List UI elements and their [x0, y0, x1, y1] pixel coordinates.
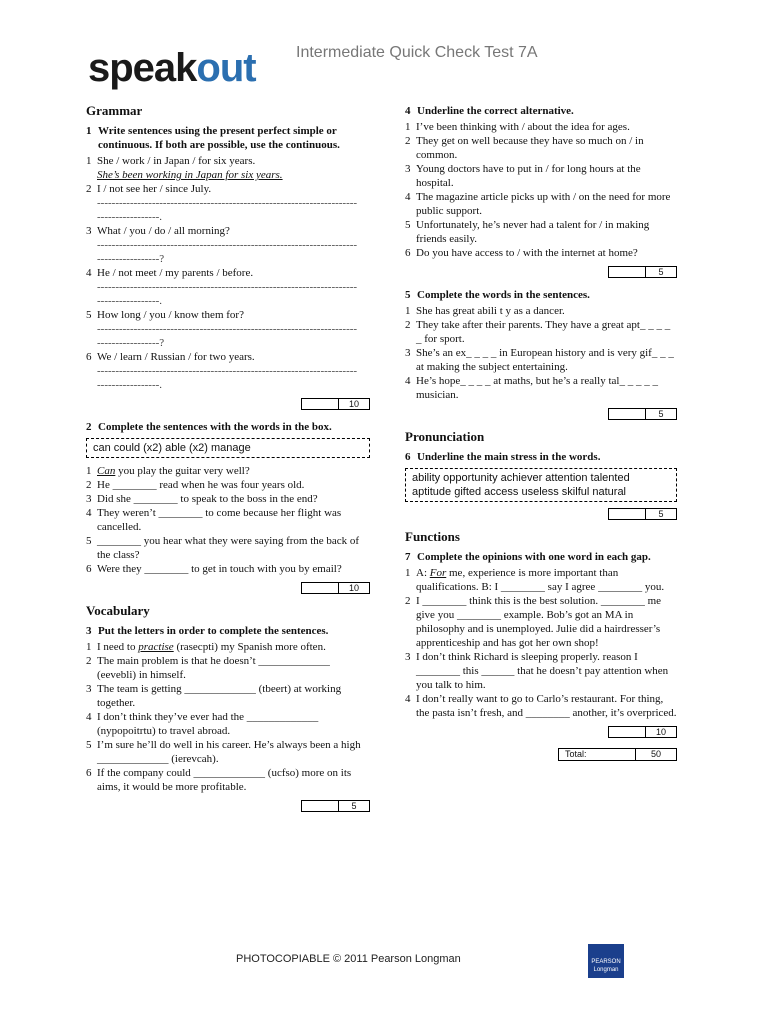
list-item: [86, 308, 370, 350]
list-item: [405, 120, 677, 134]
total-score: Total: 50: [405, 748, 677, 761]
answer-line: -----------------------------------------------------------------------: [97, 365, 358, 377]
item-text: [97, 710, 370, 738]
item-pre: He: [97, 479, 113, 491]
item-number: 2: [405, 595, 411, 607]
item-text: She has great abili t y as a dancer.: [416, 305, 565, 317]
item-number: 3: [86, 493, 92, 505]
item-number: 5: [86, 739, 92, 751]
item-text: [97, 350, 370, 392]
q6-instruction: 6 Underline the main stress in the words.: [405, 451, 601, 463]
item-text: Young doctors have to put in / for long hours at the hospital.: [416, 163, 641, 189]
list-item: [405, 374, 677, 402]
item-text: [416, 594, 677, 650]
answer-gap: _____________: [97, 753, 169, 765]
page-header: [88, 42, 728, 92]
item-number: 1: [86, 465, 92, 477]
right-column: [405, 104, 677, 761]
q5-items: [405, 304, 677, 402]
answer-gap: _____________: [246, 711, 319, 723]
answer-gap: _____________: [184, 683, 256, 695]
answer-example: practise: [138, 641, 174, 653]
item-number: 2: [405, 135, 411, 147]
item-post: me, experience is more important than qualifications. B: I ________ say I agree ________ you.: [416, 567, 665, 593]
item-text: [97, 562, 370, 576]
item-post: to speak to the boss in the end?: [177, 493, 318, 505]
list-item: [405, 346, 677, 374]
item-text: [97, 266, 370, 308]
answer-gap: ________: [97, 535, 141, 547]
item-number: 4: [405, 191, 411, 203]
item-text: [97, 506, 370, 534]
functions-heading: Functions: [405, 529, 460, 544]
grammar-heading: Grammar: [86, 103, 143, 118]
q6-score: 5: [405, 508, 677, 520]
item-number: 4: [405, 693, 411, 705]
item-pre: Were they: [97, 563, 145, 575]
item-post: read when he was four years old.: [156, 479, 305, 491]
item-number: 1: [405, 567, 411, 579]
list-item: [405, 692, 677, 720]
item-post: to come because her flight was cancelled.: [97, 507, 342, 533]
list-item: [86, 154, 370, 182]
list-item: [86, 562, 370, 576]
item-number: 5: [405, 219, 411, 231]
q4-items: [405, 120, 677, 260]
answer-line: -----------------?: [97, 337, 165, 349]
list-item: [405, 246, 677, 260]
pronunciation-heading: Pronunciation: [405, 429, 485, 444]
item-number: 1: [405, 305, 411, 317]
list-item: [86, 640, 370, 654]
item-pre: I’m sure he’ll do well in his career. He’s always been a high: [97, 739, 361, 751]
item-pre: The main problem is that he doesn’t: [97, 655, 259, 667]
list-item: [86, 492, 370, 506]
item-number: 4: [405, 375, 411, 387]
q2-score: 10: [86, 582, 370, 594]
list-item: [405, 318, 677, 346]
answer-example: For: [429, 567, 447, 579]
q6-word-box: ability opportunity achiever attention talented aptitude gifted access useless skilful natural: [405, 468, 677, 502]
item-post: (eevebli) in himself.: [97, 669, 186, 681]
item-prompt: We / learn / Russian / for two years.: [97, 351, 255, 363]
item-number: 2: [405, 319, 411, 331]
answer-gap: _____________: [258, 655, 330, 667]
answer-line: -----------------------------------------------------------------------: [97, 239, 358, 251]
item-text: [97, 766, 370, 794]
q1-items: [86, 154, 370, 392]
item-pre: I don’t think they’ve ever had the: [97, 711, 247, 723]
item-pre: A:: [416, 567, 430, 579]
list-item: [86, 182, 370, 224]
q3-items: [86, 640, 370, 794]
list-item: [86, 738, 370, 766]
item-number: 6: [86, 767, 92, 779]
item-text: [416, 650, 677, 692]
item-text: Do you have access to / with the internet at home?: [416, 247, 638, 259]
item-number: 1: [405, 121, 411, 133]
list-item: [405, 134, 677, 162]
item-number: 1: [86, 155, 92, 167]
answer-gap: ________: [158, 507, 203, 519]
item-pre: I don’t really want to go to Carlo’s restaurant. For thing, the pasta isn’t fresh, and ________ another, it’s overpriced.: [416, 693, 677, 719]
item-number: 3: [86, 683, 92, 695]
footer-copyright: PHOTOCOPIABLE © 2011 Pearson Longman: [236, 953, 461, 965]
item-post: to get in touch with you by email?: [188, 563, 342, 575]
item-pre: The team is getting: [97, 683, 185, 695]
item-text: [97, 478, 370, 492]
list-item: [86, 464, 370, 478]
item-text: [416, 566, 677, 594]
test-title: Intermediate Quick Check Test 7A: [296, 44, 538, 61]
q3-score: 5: [86, 800, 370, 812]
q1-instruction: 1 Write sentences using the present perfect simple or continuous. If both are possible, use the continuous.: [86, 125, 340, 151]
q5-score: 5: [405, 408, 677, 420]
list-item: [86, 350, 370, 392]
answer-gap: ________: [112, 479, 157, 491]
item-text: [97, 464, 370, 478]
item-text: [416, 692, 677, 720]
q3-instruction: 3 Put the letters in order to complete the sentences.: [86, 625, 329, 637]
item-number: 4: [86, 711, 92, 723]
item-prompt: I / not see her / since July.: [97, 183, 212, 195]
answer-gap: _____________: [193, 767, 266, 779]
item-text: Unfortunately, he’s never had a talent for / in making friends easily.: [416, 219, 650, 245]
item-pre: If the company could: [97, 767, 194, 779]
list-item: [86, 478, 370, 492]
item-text: [97, 682, 370, 710]
list-item: [86, 224, 370, 266]
answer-gap: ________: [133, 493, 178, 505]
q5-instruction: 5 Complete the words in the sentences.: [405, 289, 590, 301]
vocabulary-heading: Vocabulary: [86, 603, 150, 618]
item-number: 2: [86, 183, 92, 195]
list-item: [405, 218, 677, 246]
q7-instruction: 7 Complete the opinions with one word in each gap.: [405, 551, 651, 563]
list-item: [86, 710, 370, 738]
answer-line: -----------------------------------------------------------------------: [97, 281, 358, 293]
item-text: She’s an ex_ _ _ _ in European history and is very gif_ _ _ at making the subject entertaining.: [416, 347, 674, 373]
item-prompt: How long / you / know them for?: [97, 309, 244, 321]
item-text: They get on well because they have so much on / in common.: [416, 135, 644, 161]
item-pre: I don’t think Richard is sleeping properly. reason I ________ this ______ that he doesn’t pay attention when you talk to him.: [416, 651, 669, 691]
answer-example: She’s been working in Japan for six years.: [97, 169, 283, 181]
item-text: [97, 182, 370, 224]
item-text: [97, 492, 370, 506]
item-prompt: She / work / in Japan / for six years.: [97, 155, 256, 167]
q2-items: [86, 464, 370, 576]
answer-line: -----------------?: [97, 253, 165, 265]
item-post: (nypopoitrtu) to travel abroad.: [97, 725, 231, 737]
item-number: 5: [86, 309, 92, 321]
item-number: 3: [86, 225, 92, 237]
list-item: [405, 594, 677, 650]
item-prompt: He / not meet / my parents / before.: [97, 267, 254, 279]
list-item: [405, 190, 677, 218]
answer-line: -----------------.: [97, 211, 163, 223]
item-number: 1: [86, 641, 92, 653]
list-item: [405, 162, 677, 190]
item-number: 4: [86, 507, 92, 519]
item-text: They take after their parents. They have a great apt_ _ _ _ _ for sport.: [416, 319, 671, 345]
left-column: [86, 104, 370, 822]
answer-gap: ________: [144, 563, 189, 575]
item-number: 3: [405, 163, 411, 175]
list-item: [86, 534, 370, 562]
list-item: [86, 766, 370, 794]
item-post: you play the guitar very well?: [115, 465, 250, 477]
item-pre: They weren’t: [97, 507, 159, 519]
answer-line: -----------------.: [97, 379, 163, 391]
list-item: [86, 266, 370, 308]
item-post: you hear what they were saying from the back of the class?: [97, 535, 360, 561]
item-text: [97, 654, 370, 682]
answer-line: -----------------------------------------------------------------------: [97, 323, 358, 335]
item-number: 2: [86, 479, 92, 491]
list-item: [86, 654, 370, 682]
list-item: [405, 566, 677, 594]
answer-line: -----------------------------------------------------------------------: [97, 197, 358, 209]
item-text: The magazine article picks up with / on the need for more public support.: [416, 191, 671, 217]
item-number: 6: [86, 563, 92, 575]
q7-items: [405, 566, 677, 720]
item-number: 2: [86, 655, 92, 667]
list-item: [86, 682, 370, 710]
q1-score: 10: [86, 398, 370, 410]
item-post: (ierevcah).: [168, 753, 219, 765]
item-post: (rasecpti) my Spanish more often.: [173, 641, 326, 653]
item-text: He’s hope_ _ _ _ at maths, but he’s a really tal_ _ _ _ _ musician.: [416, 375, 658, 401]
item-post: (ucfso) more on its aims, it would be more profitable.: [97, 767, 352, 793]
item-text: [97, 738, 370, 766]
item-text: [97, 534, 370, 562]
q2-word-box: can could (x2) able (x2) manage: [86, 438, 370, 458]
answer-example: Can: [97, 465, 116, 477]
item-text: I’ve been thinking with / about the idea for ages.: [416, 121, 630, 133]
pearson-logo: PEARSON Longman: [588, 944, 624, 978]
item-number: 5: [86, 535, 92, 547]
q4-score: 5: [405, 266, 677, 278]
list-item: [405, 650, 677, 692]
q4-instruction: 4 Underline the correct alternative.: [405, 105, 574, 117]
answer-line: -----------------.: [97, 295, 163, 307]
item-text: [97, 224, 370, 266]
item-text: [97, 308, 370, 350]
speakout-logo: speakout: [88, 46, 256, 90]
item-post: (tbeert) at working together.: [97, 683, 342, 709]
list-item: [86, 506, 370, 534]
item-number: 6: [86, 351, 92, 363]
item-pre: Did she: [97, 493, 134, 505]
item-prompt: What / you / do / all morning?: [97, 225, 230, 237]
item-pre: I need to: [97, 641, 139, 653]
item-text: [97, 154, 370, 182]
item-number: 3: [405, 347, 411, 359]
item-number: 6: [405, 247, 411, 259]
item-number: 3: [405, 651, 411, 663]
q7-score: 10: [405, 726, 677, 738]
list-item: [405, 304, 677, 318]
item-text: [97, 640, 370, 654]
q2-instruction: 2 Complete the sentences with the words in the box.: [86, 421, 332, 433]
item-pre: I ________ think this is the best solution. ________ me give you ________ example. Bob’s got an MA in philosophy and is unemployed. Julie did a hairdresser’s apprenticeship and has got her own shop!: [416, 595, 662, 649]
item-number: 4: [86, 267, 92, 279]
